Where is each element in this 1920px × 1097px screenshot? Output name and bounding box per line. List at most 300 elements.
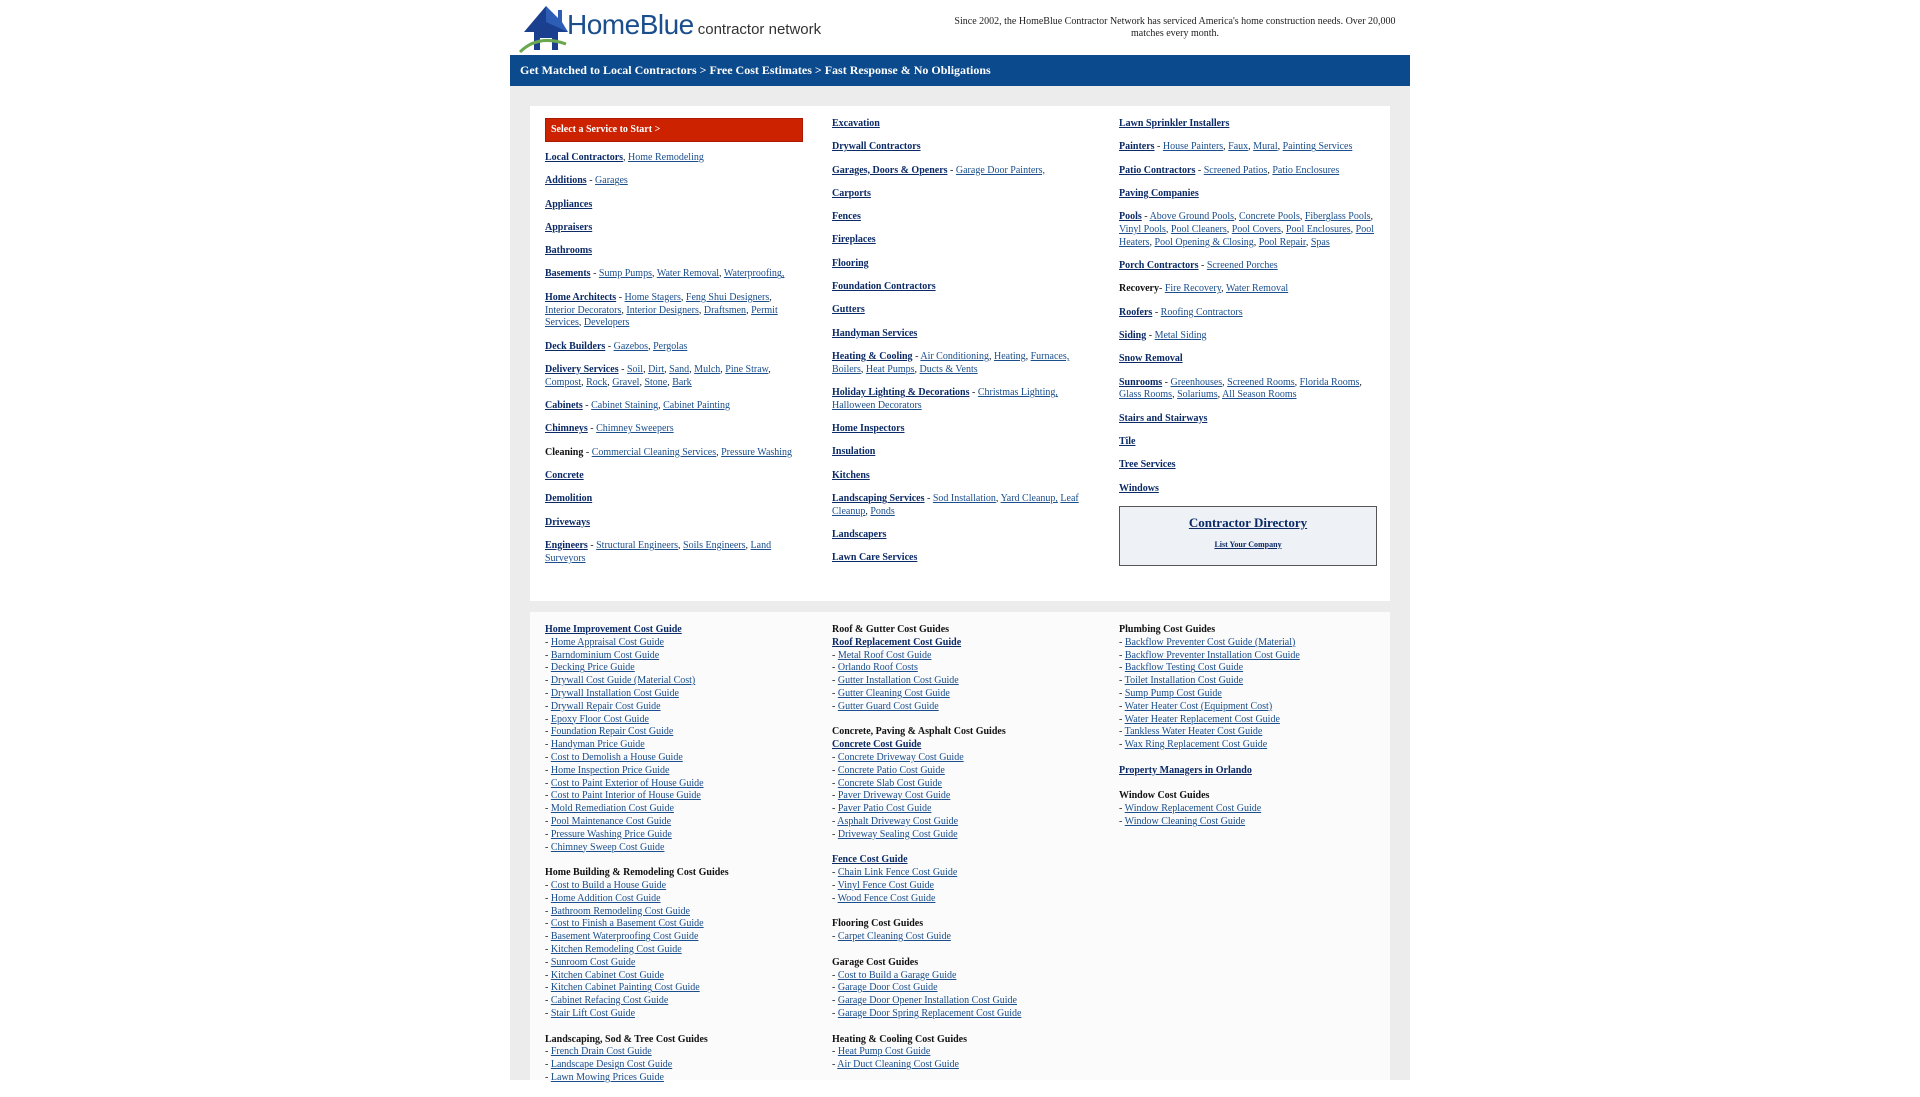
service-link[interactable]: Home Inspectors <box>832 423 905 435</box>
guides-column-2 <box>832 624 1090 1085</box>
sub-service-link[interactable]: Home Remodeling <box>628 152 704 163</box>
sub-service-link[interactable]: Rock <box>586 376 608 388</box>
guide-link[interactable]: Paver Driveway Cost Guide <box>837 790 951 802</box>
guide-item: - Garage Door Spring Replacement Cost Guide <box>832 1007 1022 1019</box>
separator: - <box>924 493 933 505</box>
service-entry: Cabinets - Cabinet Staining, Cabinet Painting <box>545 400 731 412</box>
sub-service-link[interactable]: Pergolas <box>653 340 688 352</box>
guide-group-title: Plumbing Cost Guides <box>1119 624 1216 635</box>
separator: - <box>587 539 597 551</box>
guide-link[interactable]: Decking Price Guide <box>550 662 635 674</box>
service-link[interactable]: Patio Contractors <box>1119 164 1196 176</box>
since-text: Since 2002, the HomeBlue Contractor Network has serviced America's home construction needs. Over 20,000 matches every month. <box>954 16 1396 39</box>
service-link[interactable]: Landscaping Services <box>832 493 925 505</box>
guide-link[interactable]: Vinyl Fence Cost Guide <box>837 879 934 891</box>
guide-item: - Landscape Design Cost Guide <box>545 1059 673 1071</box>
service-link[interactable]: Basements <box>545 268 591 280</box>
service-entry <box>832 470 1090 483</box>
guide-link[interactable]: Garage Door Opener Installation Cost Guide <box>837 995 1017 1007</box>
guide-link[interactable]: Sump Pump Cost Guide <box>1124 687 1222 699</box>
sub-service-link[interactable]: Air Conditioning <box>920 350 989 362</box>
separator: - <box>582 400 592 412</box>
guide-group-title[interactable]: Fence Cost Guide <box>832 854 908 866</box>
sub-service-link[interactable]: Ponds <box>870 505 895 517</box>
sub-service-link[interactable]: Pine Straw <box>725 363 769 375</box>
guide-link[interactable]: Backflow Preventer Cost Guide (Material) <box>1124 636 1296 648</box>
service-entry <box>1119 413 1377 426</box>
guide-link[interactable]: Garage Door Spring Replacement Cost Guide <box>837 1007 1022 1019</box>
service-link[interactable]: Fences <box>832 211 861 223</box>
service-link[interactable]: Painters <box>1119 141 1155 153</box>
service-link[interactable]: Carports <box>832 187 871 199</box>
guide-link[interactable]: Drywall Installation Cost Guide <box>550 687 679 699</box>
guide-link[interactable]: Window Cleaning Cost Guide <box>1124 815 1246 827</box>
service-link[interactable]: Excavation <box>832 118 880 129</box>
service-entry <box>545 152 803 165</box>
guide-link[interactable]: Cost to Paint Exterior of House Guide <box>550 777 704 789</box>
service-link[interactable]: Siding <box>1119 329 1147 341</box>
service-entry <box>1119 436 1377 449</box>
sub-service-link[interactable]: Yard Cleanup, <box>1000 493 1058 505</box>
guide-item: - Chain Link Fence Cost Guide <box>832 867 958 879</box>
guide-link[interactable]: Cost to Paint Interior of House Guide <box>550 790 701 802</box>
sub-service-link[interactable]: Structural Engineers <box>596 539 679 551</box>
sub-service-link[interactable]: Boilers <box>832 363 861 375</box>
guide-item: - Carpet Cleaning Cost Guide <box>832 931 951 943</box>
sub-service-link[interactable]: Pool Opening & Closing <box>1154 236 1254 248</box>
separator: - <box>1162 376 1171 388</box>
guide-link[interactable]: Water Heater Cost (Equipment Cost) <box>1124 700 1273 712</box>
guide-link[interactable]: Mold Remediation Cost Guide <box>550 803 674 815</box>
blue-banner: Get Matched to Local Contractors > Free Cost Estimates > Fast Response & No Obligations <box>510 55 1410 86</box>
sub-service-link[interactable]: Commercial Cleaning Services <box>591 446 717 458</box>
guide-item: - Air Duct Cleaning Cost Guide <box>832 1059 959 1071</box>
guide-item: - Pressure Washing Price Guide <box>545 828 672 840</box>
service-entry: Cleaning - Commercial Cleaning Services, Pressure Washing <box>545 446 793 458</box>
guide-link[interactable]: Air Duct Cleaning Cost Guide <box>837 1059 959 1071</box>
guide-group <box>1119 765 1377 778</box>
guide-link[interactable]: Concrete Driveway Cost Guide <box>837 751 964 763</box>
sub-service-link[interactable]: Sand <box>669 363 690 375</box>
service-link[interactable]: Drywall Contractors <box>832 141 921 153</box>
sub-service-link[interactable]: Stone <box>644 376 668 388</box>
guide-item: - Tankless Water Heater Cost Guide <box>1119 726 1263 738</box>
sub-service-link[interactable]: Fiberglass Pools <box>1304 211 1371 223</box>
guide-group <box>545 1034 803 1085</box>
sub-service-link[interactable]: Draftsmen <box>703 304 747 316</box>
guide-item: - Wax Ring Replacement Cost Guide <box>1119 739 1268 751</box>
guide-link[interactable]: Pressure Washing Price Guide <box>550 828 672 840</box>
service-entry: Deck Builders - Gazebos, Pergolas <box>545 340 688 352</box>
service-link[interactable]: Insulation <box>832 446 876 458</box>
service-entry: Sunrooms - Greenhouses, Screened Rooms, Florida Rooms, Glass Rooms, Solariums, All Season Rooms <box>1119 376 1362 401</box>
service-entry <box>1119 353 1377 366</box>
service-link[interactable]: Engineers <box>545 539 588 551</box>
sub-service-link[interactable]: Feng Shui Designers <box>685 291 770 303</box>
guide-item: - Mold Remediation Cost Guide <box>545 803 674 815</box>
guide-link[interactable]: Metal Roof Cost Guide <box>837 649 932 661</box>
sub-service-link[interactable]: Sod Installation <box>932 493 996 505</box>
sub-service-link[interactable]: Cabinet Staining <box>591 400 659 412</box>
guide-group-title[interactable]: Home Improvement Cost Guide <box>545 624 682 635</box>
guide-item: - Epoxy Floor Cost Guide <box>545 713 649 725</box>
service-entry <box>832 188 1090 201</box>
guide-link[interactable]: Backflow Preventer Installation Cost Guide <box>1124 649 1300 661</box>
sub-service-link[interactable]: Interior Designers <box>626 304 699 316</box>
separator: - <box>1195 164 1204 176</box>
guide-link[interactable]: Concrete Patio Cost Guide <box>837 764 945 776</box>
sub-service-link[interactable]: Pressure Washing <box>721 446 793 458</box>
sub-service-link[interactable]: Metal Siding <box>1154 329 1207 341</box>
service-link[interactable]: Additions <box>545 175 587 187</box>
sub-service-link[interactable]: Roofing Contractors <box>1160 306 1243 318</box>
guide-link[interactable]: Chain Link Fence Cost Guide <box>837 867 958 879</box>
sub-service-link[interactable]: Bark <box>672 376 692 388</box>
sub-service-link[interactable]: Halloween Decorators <box>832 399 922 411</box>
service-link[interactable]: Handyman Services <box>832 327 918 339</box>
sub-service-link[interactable]: Vinyl Pools <box>1119 223 1166 235</box>
sub-service-link[interactable]: Gazebos <box>613 340 649 352</box>
guide-group-title: Roof & Gutter Cost Guides <box>832 624 950 635</box>
guide-item: - Orlando Roof Costs <box>832 662 918 674</box>
guide-link[interactable]: Tankless Water Heater Cost Guide <box>1124 726 1263 738</box>
sub-service-link[interactable]: Pool Covers <box>1231 223 1281 235</box>
guide-item: - Decking Price Guide <box>545 662 635 674</box>
sub-service-link[interactable]: Above Ground Pools <box>1149 211 1235 223</box>
guide-link[interactable]: Water Heater Replacement Cost Guide <box>1124 713 1280 725</box>
guide-link[interactable]: Window Replacement Cost Guide <box>1124 803 1262 815</box>
service-link[interactable]: Lawn Sprinkler Installers <box>1119 118 1230 129</box>
service-entry <box>1119 330 1377 343</box>
sub-service-link[interactable]: Waterproofing, <box>723 268 785 280</box>
separator: - <box>590 268 599 280</box>
guide-item: - Cost to Build a House Guide <box>545 879 667 891</box>
sub-service-link[interactable]: Greenhouses <box>1170 376 1223 388</box>
service-entry: Heating & Cooling - Air Conditioning, Heating, Furnaces, Boilers, Heat Pumps, Ducts & Vents <box>832 350 1070 375</box>
service-link[interactable]: Fireplaces <box>832 234 876 246</box>
service-entry: Patio Contractors - Screened Patios, Patio Enclosures <box>1119 164 1340 176</box>
service-entry <box>1119 118 1377 131</box>
service-link[interactable]: Garages, Doors & Openers <box>832 164 948 176</box>
guide-item: - Paver Patio Cost Guide <box>832 803 932 815</box>
guide-item: - Driveway Sealing Cost Guide <box>832 828 958 840</box>
guide-item: - Cost to Paint Interior of House Guide <box>545 790 701 802</box>
sub-service-link[interactable]: Painting Services <box>1282 141 1353 153</box>
service-link[interactable]: Tree Services <box>1119 459 1176 471</box>
sub-service-link[interactable]: Sump Pumps <box>598 268 652 280</box>
brand-name: HomeBlue <box>567 9 694 40</box>
guide-link[interactable]: Kitchen Remodeling Cost Guide <box>550 943 682 955</box>
service-link[interactable]: Flooring <box>832 257 869 269</box>
guide-link[interactable]: Wax Ring Replacement Cost Guide <box>1124 739 1268 751</box>
guide-item: - Home Addition Cost Guide <box>545 892 661 904</box>
sub-service-link[interactable]: House Painters <box>1162 141 1224 153</box>
guide-item: - Drywall Repair Cost Guide <box>545 700 661 712</box>
sub-service-link[interactable]: Cabinet Painting <box>663 400 731 412</box>
sub-service-link[interactable]: Garages <box>595 175 628 187</box>
guide-group <box>1119 790 1377 828</box>
service-entry <box>832 141 1090 154</box>
guide-link[interactable]: Cabinet Refacing Cost Guide <box>550 995 669 1007</box>
guide-link[interactable]: Kitchen Cabinet Painting Cost Guide <box>550 982 700 994</box>
service-entry <box>545 517 803 530</box>
service-entry <box>832 258 1090 271</box>
sub-service-link[interactable]: Interior Decorators <box>545 304 622 316</box>
services-column-2 <box>832 118 1090 576</box>
guide-link[interactable]: Cost to Demolish a House Guide <box>550 751 683 763</box>
sub-service-link[interactable]: Heat Pumps <box>865 363 915 375</box>
guide-item: - Backflow Preventer Installation Cost Guide <box>1119 649 1300 661</box>
page <box>510 0 1410 1083</box>
service-entry <box>545 245 803 258</box>
service-link[interactable]: Windows <box>1119 482 1159 494</box>
guide-group-subtitle[interactable]: Roof Replacement Cost Guide <box>832 636 962 648</box>
service-link[interactable]: Landscapers <box>832 529 887 541</box>
service-link[interactable]: Sunrooms <box>1119 376 1163 388</box>
guide-link[interactable]: Heat Pump Cost Guide <box>837 1046 931 1058</box>
service-link[interactable]: Bathrooms <box>545 245 593 257</box>
guide-item: - Gutter Guard Cost Guide <box>832 700 939 712</box>
service-entry: Painters - House Painters, Faux, Mural, Painting Services <box>1119 141 1353 153</box>
sub-service-link[interactable]: Heating <box>993 350 1026 362</box>
select-service-button[interactable]: Select a Service to Start > <box>545 118 803 142</box>
sub-service-link[interactable]: Screened Patios <box>1203 164 1268 176</box>
service-link[interactable]: Chimneys <box>545 423 588 435</box>
logo-text[interactable] <box>567 9 821 41</box>
sub-service-link[interactable]: Pool Heaters <box>1119 223 1374 248</box>
service-link[interactable]: Tile <box>1119 435 1136 447</box>
guide-link[interactable]: Carpet Cleaning Cost Guide <box>837 931 951 943</box>
guide-link[interactable]: Pool Maintenance Cost Guide <box>550 815 672 827</box>
service-link[interactable]: Gutters <box>832 304 865 316</box>
sub-service-link[interactable]: Furnaces, <box>1030 350 1070 362</box>
guide-item: - Basement Waterproofing Cost Guide <box>545 931 699 943</box>
guide-item: - Water Heater Cost (Equipment Cost) <box>1119 700 1273 712</box>
separator: - <box>587 423 597 435</box>
guide-item: - Paver Driveway Cost Guide <box>832 790 951 802</box>
sub-service-link[interactable]: Glass Rooms <box>1119 389 1173 401</box>
guide-group-title: Heating & Cooling Cost Guides <box>832 1033 968 1045</box>
guide-link[interactable]: Chimney Sweep Cost Guide <box>550 841 665 853</box>
service-link[interactable]: Pools <box>1119 211 1142 223</box>
service-entry <box>545 222 803 235</box>
guide-item: - Vinyl Fence Cost Guide <box>832 879 934 891</box>
guide-item: - Handyman Price Guide <box>545 739 645 751</box>
guide-link[interactable]: Lawn Mowing Prices Guide <box>550 1071 664 1083</box>
guide-link[interactable]: Epoxy Floor Cost Guide <box>550 713 649 725</box>
service-link[interactable]: Demolition <box>545 493 593 505</box>
sub-service-link[interactable]: Screened Porches <box>1206 260 1278 272</box>
guide-link[interactable]: Paver Patio Cost Guide <box>837 803 932 815</box>
guide-link[interactable]: Home Addition Cost Guide <box>550 892 661 904</box>
sub-service-link[interactable]: Leaf Cleanup <box>832 493 1079 517</box>
sub-service-link[interactable]: Soil <box>626 363 644 375</box>
guide-item: - Cost to Demolish a House Guide <box>545 751 683 763</box>
sub-service-link[interactable]: All Season Rooms <box>1222 389 1297 401</box>
guide-link[interactable]: Cost to Build a Garage Guide <box>837 969 957 981</box>
service-entry <box>832 165 1090 178</box>
guide-link[interactable]: Landscape Design Cost Guide <box>550 1059 673 1071</box>
sub-service-link[interactable]: Mural <box>1253 141 1278 153</box>
sub-service-link[interactable]: Florida Rooms <box>1299 376 1360 388</box>
guide-item: - Concrete Slab Cost Guide <box>832 777 942 789</box>
sub-service-link[interactable]: Pool Enclosures <box>1285 223 1351 235</box>
sub-service-link[interactable]: Patio Enclosures <box>1272 164 1340 176</box>
sub-service-link[interactable]: Garage Door Painters, <box>955 164 1046 176</box>
sub-service-link[interactable]: Gravel <box>612 376 640 388</box>
service-link[interactable]: Snow Removal <box>1119 353 1183 365</box>
guide-group-title: Window Cost Guides <box>1119 790 1210 802</box>
guide-item: - Kitchen Cabinet Painting Cost Guide <box>545 982 700 994</box>
guide-link[interactable]: Concrete Slab Cost Guide <box>837 777 942 789</box>
sub-service-link[interactable]: Faux <box>1228 141 1249 153</box>
guide-group-title: Landscaping, Sod & Tree Cost Guides <box>545 1033 708 1045</box>
service-entry <box>832 529 1090 542</box>
service-link[interactable]: Concrete <box>545 469 584 481</box>
guide-link[interactable]: Basement Waterproofing Cost Guide <box>550 931 699 943</box>
sub-service-link[interactable]: Soils Engineers <box>683 539 746 551</box>
guide-item: - Backflow Testing Cost Guide <box>1119 662 1244 674</box>
list-your-company-link[interactable]: List Your Company <box>1214 539 1282 549</box>
sub-service-link[interactable]: Land Surveyors <box>545 539 772 564</box>
services-panel <box>530 106 1390 601</box>
guide-link[interactable]: Barndominium Cost Guide <box>550 649 660 661</box>
service-link[interactable]: Heating & Cooling <box>832 350 913 362</box>
guide-link[interactable]: Bathroom Remodeling Cost Guide <box>550 905 690 917</box>
guide-link[interactable]: Kitchen Cabinet Cost Guide <box>550 969 664 981</box>
guide-link[interactable]: Driveway Sealing Cost Guide <box>837 828 958 840</box>
guide-link[interactable]: Toilet Installation Cost Guide <box>1124 675 1244 687</box>
service-entry <box>832 446 1090 459</box>
guide-link[interactable]: Sunroom Cost Guide <box>550 956 636 968</box>
sub-service-link[interactable]: Ducts & Vents <box>919 363 978 375</box>
service-entry: Engineers - Structural Engineers, Soils Engineers, Land Surveyors <box>545 539 772 564</box>
sub-service-link[interactable]: Pool Cleaners <box>1170 223 1227 235</box>
sub-service-link[interactable]: Mulch <box>694 363 721 375</box>
guide-item: - Chimney Sweep Cost Guide <box>545 841 665 853</box>
guide-item: - Kitchen Cabinet Cost Guide <box>545 969 664 981</box>
sub-service-link[interactable]: Home Stagers <box>624 291 681 303</box>
guide-link[interactable]: Home Appraisal Cost Guide <box>550 636 664 648</box>
guide-group <box>545 867 803 1021</box>
guide-item: - Heat Pump Cost Guide <box>832 1046 931 1058</box>
sub-service-link[interactable]: Christmas Lighting, <box>977 387 1058 399</box>
guide-link[interactable]: Wood Fence Cost Guide <box>837 892 936 904</box>
guide-link[interactable]: Orlando Roof Costs <box>837 662 918 674</box>
service-entry <box>832 304 1090 317</box>
sub-service-link[interactable]: Developers <box>583 317 630 329</box>
guide-link[interactable]: Drywall Repair Cost Guide <box>550 700 661 712</box>
guide-link[interactable]: Cost to Build a House Guide <box>550 879 667 891</box>
brand-tagline: contractor network <box>697 21 822 38</box>
separator: - <box>1141 211 1150 223</box>
guide-group <box>832 854 1090 905</box>
sub-service-link[interactable]: Chimney Sweepers <box>596 423 674 435</box>
guide-item: - Window Cleaning Cost Guide <box>1119 815 1246 827</box>
guide-link[interactable]: Gutter Guard Cost Guide <box>837 700 939 712</box>
guide-link[interactable]: Cost to Finish a Basement Cost Guide <box>550 918 704 930</box>
sub-service-link[interactable]: Spas <box>1310 236 1330 248</box>
guide-link[interactable]: Gutter Installation Cost Guide <box>837 675 959 687</box>
contractor-directory-link[interactable]: Contractor Directory <box>1188 514 1308 530</box>
guide-group-title[interactable]: Property Managers in Orlando <box>1119 764 1252 776</box>
sub-service-link[interactable]: Permit Services <box>545 304 778 329</box>
service-link: Cleaning <box>545 446 584 458</box>
guide-link[interactable]: Stair Lift Cost Guide <box>550 1007 636 1019</box>
guide-group <box>832 726 1090 841</box>
guide-item: - Wood Fence Cost Guide <box>832 892 936 904</box>
guide-item: - Water Heater Replacement Cost Guide <box>1119 713 1280 725</box>
guide-link[interactable]: Gutter Cleaning Cost Guide <box>837 687 950 699</box>
guide-group <box>1119 624 1377 752</box>
service-link[interactable]: Driveways <box>545 516 590 528</box>
service-entry: Landscaping Services - Sod Installation, Yard Cleanup, Leaf Cleanup, Ponds <box>832 493 1079 517</box>
guide-item: - Toilet Installation Cost Guide <box>1119 675 1244 687</box>
guide-link[interactable]: Backflow Testing Cost Guide <box>1124 662 1244 674</box>
guide-link[interactable]: Asphalt Driveway Cost Guide <box>837 815 959 827</box>
guide-link[interactable]: French Drain Cost Guide <box>550 1046 652 1058</box>
service-link[interactable]: Roofers <box>1119 306 1153 318</box>
service-link[interactable]: Kitchens <box>832 469 870 481</box>
guide-group <box>545 624 803 854</box>
service-link[interactable]: Home Architects <box>545 291 617 303</box>
sub-service-link[interactable]: Compost <box>545 376 582 388</box>
sub-service-link[interactable]: Water Removal <box>1225 283 1289 295</box>
guide-link[interactable]: Garage Door Cost Guide <box>837 982 938 994</box>
sub-service-link[interactable]: Solariums <box>1177 389 1218 401</box>
sub-service-link[interactable]: Concrete Pools <box>1239 211 1300 223</box>
guide-link[interactable]: Drywall Cost Guide (Material Cost) <box>550 675 696 687</box>
sub-service-link[interactable]: Water Removal <box>656 268 720 280</box>
sub-service-link[interactable]: Fire Recovery <box>1164 283 1222 295</box>
guides-column-1 <box>545 624 803 1097</box>
service-entry <box>832 234 1090 247</box>
service-entry <box>1119 459 1377 472</box>
service-link[interactable]: Stairs and Stairways <box>1119 412 1208 424</box>
guide-item: - Gutter Installation Cost Guide <box>832 675 959 687</box>
service-link[interactable]: Porch Contractors <box>1119 260 1199 272</box>
service-link[interactable]: Local Contractors <box>545 152 624 163</box>
guide-item: - Concrete Patio Cost Guide <box>832 764 945 776</box>
service-link[interactable]: Appraisers <box>545 221 593 233</box>
service-link[interactable]: Holiday Lighting & Decorations <box>832 387 970 399</box>
service-link[interactable]: Cabinets <box>545 400 583 412</box>
guide-link[interactable]: Home Inspection Price Guide <box>550 764 670 776</box>
guide-item: - Drywall Cost Guide (Material Cost) <box>545 675 696 687</box>
guide-group-subtitle[interactable]: Concrete Cost Guide <box>832 739 922 751</box>
guide-item: - Sunroom Cost Guide <box>545 956 636 968</box>
service-link[interactable]: Lawn Care Services <box>832 552 918 564</box>
service-link[interactable]: Deck Builders <box>545 340 606 352</box>
service-link[interactable]: Appliances <box>545 198 593 210</box>
service-entry <box>545 470 803 483</box>
service-entry: Home Architects - Home Stagers, Feng Shui Designers, Interior Decorators, Interior Designers, Draftsmen, Permit Services, Developers <box>545 291 778 329</box>
guide-link[interactable]: Handyman Price Guide <box>550 739 645 751</box>
guide-link[interactable]: Foundation Repair Cost Guide <box>550 726 674 738</box>
service-link[interactable]: Foundation Contractors <box>832 281 936 293</box>
guide-group-title: Flooring Cost Guides <box>832 918 924 930</box>
separator: - <box>616 291 625 303</box>
sub-service-link[interactable]: Screened Rooms <box>1227 376 1295 388</box>
service-link[interactable]: Paving Companies <box>1119 187 1199 199</box>
service-entry <box>1119 188 1377 201</box>
separator: - <box>605 340 614 352</box>
sub-service-link[interactable]: Pool Repair <box>1258 236 1306 248</box>
sub-service-link[interactable]: Dirt <box>648 363 665 375</box>
guide-group <box>832 624 1090 714</box>
service-link[interactable]: Delivery Services <box>545 363 619 375</box>
guide-item: - Garage Door Opener Installation Cost Guide <box>832 995 1017 1007</box>
